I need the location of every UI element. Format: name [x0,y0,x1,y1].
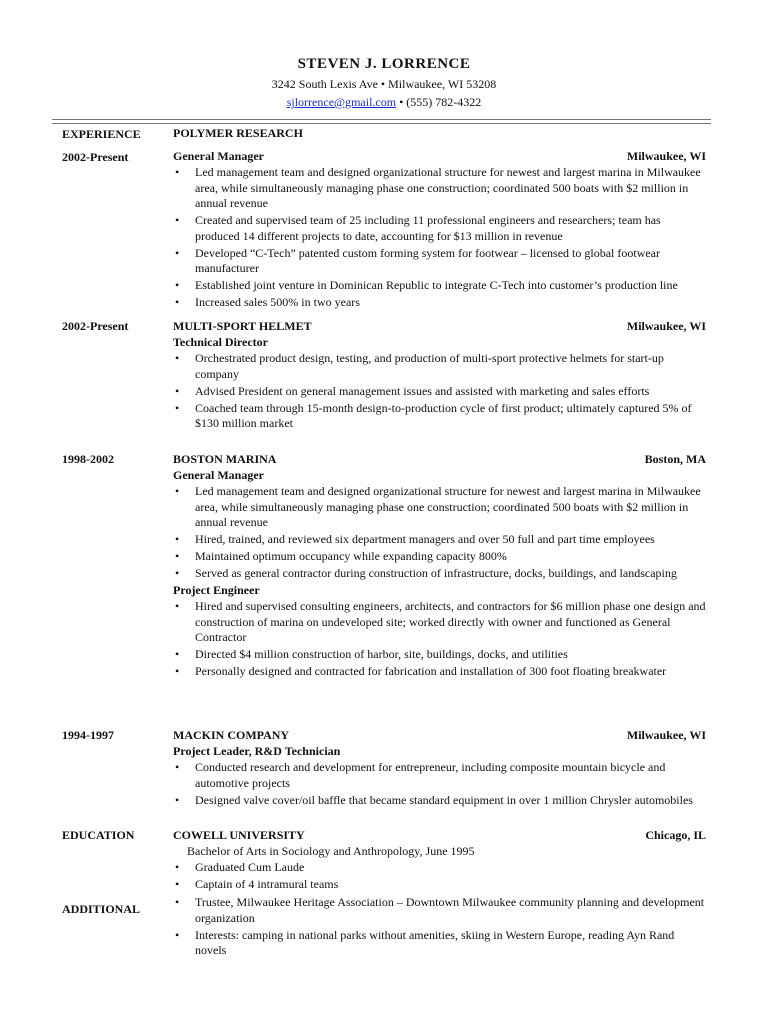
job-role: Technical Director [173,335,268,349]
job-bullets [173,165,706,311]
bullet-item: • Orchestrated product design, testing, and production of multi-sport protective helmets for start-up company [173,351,706,382]
job-entry [173,728,706,810]
job-bullets-secondary [173,599,706,680]
school-location: Chicago, IL [645,828,706,842]
job-role: Project Leader, R&D Technician [173,744,341,758]
job-entry [173,452,706,681]
bullet-item: • Advised President on general management issues and assisted with marketing and sales efforts [173,384,706,400]
degree-line: Bachelor of Arts in Sociology and Anthropology, June 1995 [187,844,475,858]
job-bullets [173,760,706,808]
bullet-item: • Interests: camping in national parks without amenities, skiing in Western Europe, reading Ayn Rand novels [173,928,706,959]
bullet-item: • Conducted research and development for entrepreneur, including composite mountain bicycle and automotive projects [173,760,706,791]
resume-header [0,56,768,110]
bullet-item: • Captain of 4 intramural teams [173,877,706,893]
bullet-item: • Graduated Cum Laude [173,860,706,876]
bullet-item: • Led management team and designed organizational structure for newest and largest marina in Milwaukee area, while simultaneously managing phase one construction; coordinated 500 boats with $2 million in annual revenue [173,165,706,212]
job-role-secondary: Project Engineer [173,583,260,597]
bullet-item: • Led management team and designed organizational structure for newest and largest marina in Milwaukee area, while simultaneously managing phase one construction; coordinated 500 boats with $2 million in annual revenue [173,484,706,531]
contact-line [0,95,768,110]
bullet-item: • Hired, trained, and reviewed six department managers and over 50 full and part time employees [173,532,706,548]
email-link[interactable]: sjlorrence@gmail.com [286,95,397,109]
bullet-item: • Developed “C-Tech” patented custom forming system for footwear – licensed to global footwear manufacturer [173,246,706,277]
job-bullets [173,484,706,582]
job-dates: 2002-Present [62,319,129,333]
additional-entry [173,895,706,960]
contact-separator: • [396,95,407,109]
company-name: BOSTON MARINA [173,452,277,466]
bullet-item: • Coached team through 15-month design-to-production cycle of first product; ultimately captured 5% of $130 million market [173,401,706,432]
bullet-item: • Created and supervised team of 25 including 11 professional engineers and researchers; team has produced 14 different projects to date, accounting for $13 million in revenue [173,213,706,244]
bullet-item: • Directed $4 million construction of harbor, site, buildings, docks, and utilities [173,647,706,663]
job-location: Boston, MA [644,452,706,466]
job-location: Milwaukee, WI [626,149,706,163]
address-line: 3242 South Lexis Ave • Milwaukee, WI 53208 [271,77,497,91]
job-role: General Manager [173,149,264,163]
additional-bullets [173,895,706,959]
job-entry [173,126,706,312]
job-dates: 1994-1997 [62,728,114,742]
candidate-name: STEVEN J. LORRENCE [297,56,471,72]
bullet-item: • Established joint venture in Dominican Republic to integrate C-Tech into customer’s production line [173,278,706,294]
company-name: MACKIN COMPANY [173,728,290,742]
job-dates: 2002-Present [62,150,129,164]
section-label-education: EDUCATION [62,828,135,842]
job-location: Milwaukee, WI [626,319,706,333]
education-bullets [173,860,706,893]
bullet-item: • Maintained optimum occupancy while expanding capacity 800% [173,549,706,565]
section-label-experience: EXPERIENCE [62,127,141,141]
header-rule-bottom [52,123,711,124]
bullet-item: • Designed valve cover/oil baffle that became standard equipment in over 1 million Chrysler automobiles [173,793,706,809]
job-bullets [173,351,706,432]
section-label-additional: ADDITIONAL [62,902,141,916]
job-entry [173,319,706,433]
job-location: Milwaukee, WI [626,728,706,742]
school-name: COWELL UNIVERSITY [173,828,305,842]
header-rule-top [52,119,711,120]
company-name: POLYMER RESEARCH [173,126,303,140]
bullet-item: • Served as general contractor during construction of infrastructure, docks, buildings, and landscaping [173,566,706,582]
job-role: General Manager [173,468,264,482]
phone-number: (555) 782-4322 [406,95,482,109]
education-entry [173,828,706,894]
bullet-item: • Increased sales 500% in two years [173,295,706,311]
bullet-item: • Hired and supervised consulting engineers, architects, and contractors for $6 million phase one design and construction of marina on undeveloped site; worked directly with owner and functioned as General Contractor [173,599,706,646]
bullet-item: • Trustee, Milwaukee Heritage Association – Downtown Milwaukee community planning and development organization [173,895,706,926]
company-name: MULTI-SPORT HELMET [173,319,312,333]
job-dates: 1998-2002 [62,452,114,466]
bullet-item: • Personally designed and contracted for fabrication and installation of 300 foot floating breakwater [173,664,706,680]
